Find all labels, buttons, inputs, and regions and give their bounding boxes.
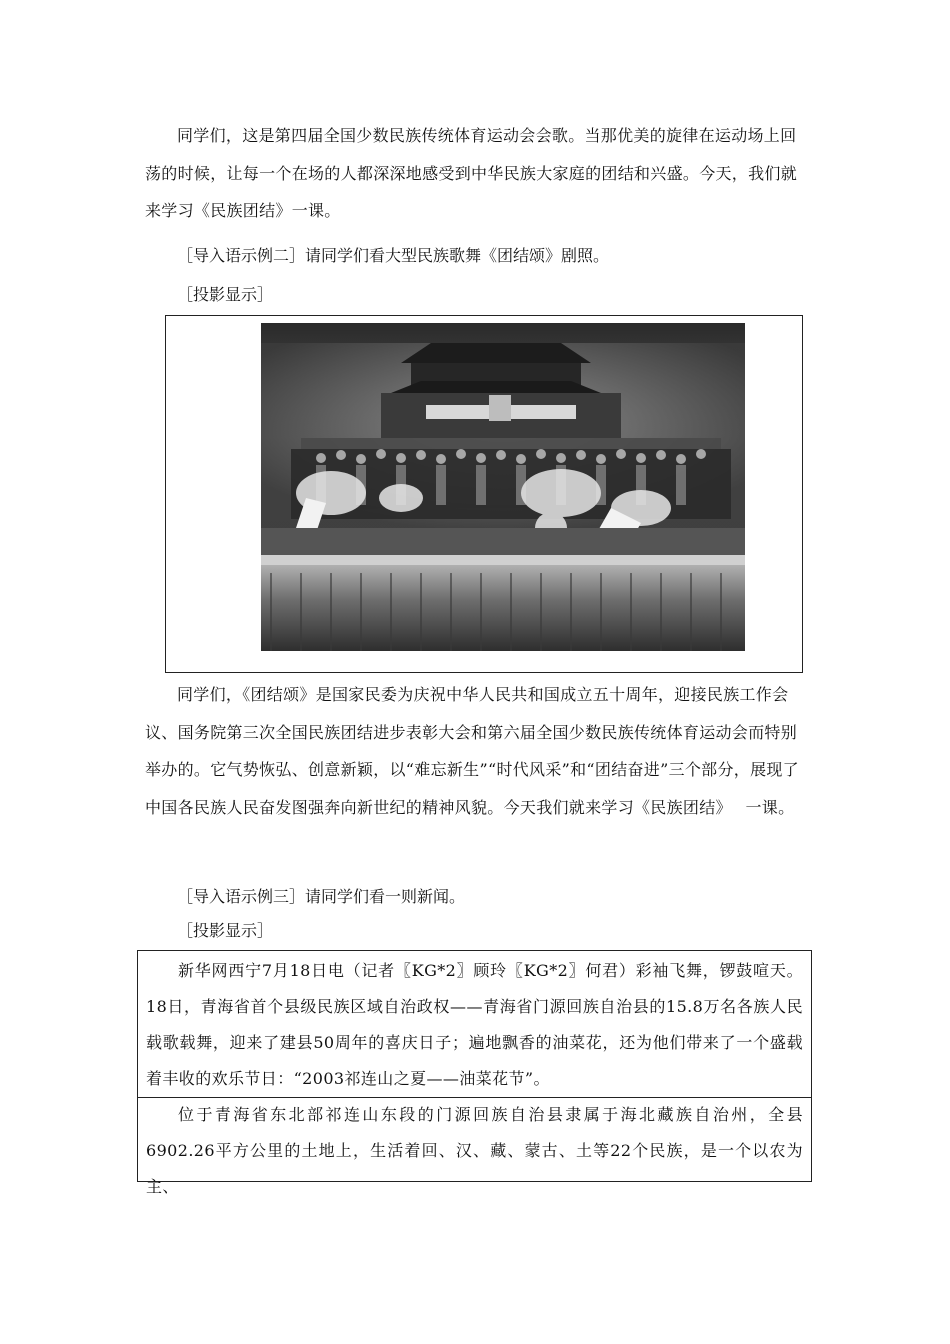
photo-frame — [165, 315, 803, 673]
news-paragraph-1: 新华网西宁7月18日电（记者〖KG*2〗顾玲〖KG*2〗何君）彩袖飞舞，锣鼓喧天。18日，青海省首个县级民族区域自治政权——青海省门源回族自治县的15.8万名各族人民载歌载舞，迎来了建县50周年的喜庆日子；遍地飘香的油菜花，还为他们带来了一个盛载着丰收的欢乐节日：“2003祁连山之夏——油菜花节”。 — [146, 961, 803, 1088]
news-paragraph-2: 位于青海省东北部祁连山东段的门源回族自治县隶属于海北藏族自治州，全县6902.26平方公里的土地上，生活着回、汉、藏、蒙古、土等22个民族，是一个以农为主、 — [146, 1105, 803, 1196]
example3-label: ［导入语示例三］请同学们看一则新闻。 — [177, 887, 466, 906]
tuanjiesong-paragraph: 同学们，《团结颂》是国家民委为庆祝中华人民共和国成立五十周年，迎接民族工作会议、国务院第三次全国民族团结进步表彰大会和第六届全国少数民族传统体育运动会而特别举办的。它气势恢弘、创意新颖，以“难忘新生”“时代风采”和“团结奋进”三个部分，展现了中国各民族人民奋发图强奔向新世纪的精神风貌。今天我们就来学习《民族团结》 一课。 — [145, 685, 799, 817]
intro-paragraph: 同学们，这是第四届全国少数民族传统体育运动会会歌。当那优美的旋律在运动场上回荡的时候，让每一个在场的人都深深地感受到中华民族大家庭的团结和兴盛。今天，我们就来学习《民族团结》一课。 — [145, 126, 798, 220]
projection-label-2: ［投影显示］ — [177, 921, 274, 940]
news-box — [137, 950, 812, 1196]
projection-label-1: ［投影显示］ — [177, 285, 274, 304]
stage-performance-photo — [261, 323, 745, 651]
news-divider — [138, 1097, 811, 1098]
example2-label: ［导入语示例二］请同学们看大型民族歌舞《团结颂》剧照。 — [177, 246, 610, 265]
